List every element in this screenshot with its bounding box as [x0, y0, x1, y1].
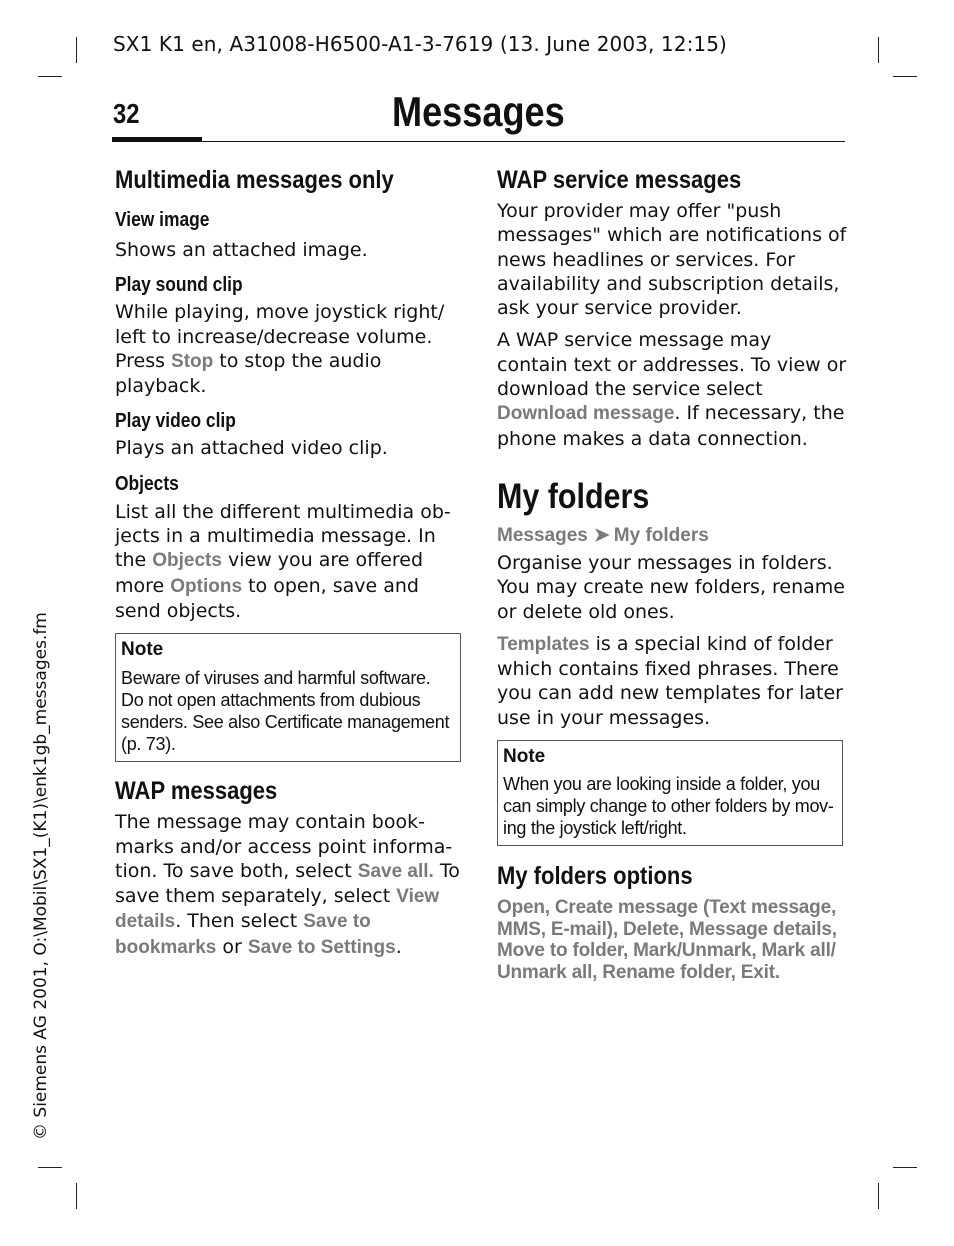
section-text: Templates is a special kind of folder which contains fixed phrases. There you can add new templates for later use in your messages.	[497, 632, 843, 729]
item-title: Play video clip	[115, 410, 236, 433]
keyword: Save to Settings	[247, 936, 396, 958]
crop-mark	[76, 37, 77, 63]
keyword: View details	[115, 886, 440, 933]
note-body: When you are looking inside a folder, you can simply change to other folders by moving the joystick left/right.	[503, 774, 834, 839]
note-title: Note	[121, 639, 164, 661]
crop-mark	[76, 1183, 77, 1209]
crop-mark	[893, 76, 917, 77]
sidebar-copyright: © Siemens AG 2001, O:\Mobil\SX1_(K1)\enk1gb_messages.fm	[31, 612, 51, 1140]
item-title: Objects	[115, 472, 179, 495]
breadcrumb-item: My folders	[613, 524, 709, 546]
note-box	[497, 740, 843, 846]
item-text: Plays an attached video clip.	[115, 437, 388, 460]
breadcrumb	[497, 523, 847, 549]
item-text: Shows an attached image.	[115, 239, 368, 261]
item-title: Play sound clip	[115, 274, 243, 297]
keyword: Save all.	[357, 860, 434, 882]
page-title: Messages	[392, 88, 565, 135]
item-title: View image	[115, 209, 210, 231]
crop-mark	[38, 76, 62, 77]
breadcrumb-item: Messages	[497, 524, 588, 546]
section-heading: Multimedia messages only	[115, 166, 394, 194]
section-heading: My folders	[497, 476, 650, 516]
page-number-bar	[112, 137, 202, 142]
section-heading: WAP service messages	[497, 166, 742, 194]
item-text: While playing, move joystick right/ left to increase/decrease volume. Press Stop to stop the audio playback.	[115, 301, 445, 398]
section-text: Your provider may offer "push messages" which are notifications of news headlines or services. For availability and subscription details, ask your service provider.	[497, 200, 847, 320]
keyword: Download message	[497, 403, 675, 425]
crop-mark	[893, 1167, 917, 1168]
section-text: The message may contain bookmarks and/or access point information. To save both, select Save all. To save them separately, select View details. Then select Save to bookmarks or Save to Settings.	[115, 811, 460, 958]
section-heading: WAP messages	[115, 777, 278, 806]
arrow-right-icon: ➤	[593, 524, 610, 546]
right-column	[497, 164, 847, 983]
keyword: Objects	[152, 550, 222, 572]
keyword: Templates	[497, 633, 590, 655]
crop-mark	[38, 1167, 62, 1168]
note-box	[115, 633, 461, 762]
note-body: Beware of viruses and harmful software. Do not open attachments from dubious senders. See also Certificate management (p. 73).	[121, 668, 450, 755]
keyword: Save to bookmarks	[115, 911, 371, 958]
section-text: A WAP service message may contain text or addresses. To view or download the service select Download message. If necessary, the phone makes a data connection.	[497, 329, 847, 450]
crop-mark	[878, 1183, 879, 1209]
section-heading: My folders options	[497, 862, 693, 891]
document-info: SX1 K1 en, A31008-H6500-A1-3-7619 (13. June 2003, 12:15)	[113, 32, 727, 56]
keyword: Options	[170, 575, 243, 597]
page-number: 32	[113, 98, 140, 129]
crop-mark	[878, 37, 879, 63]
header-rule	[202, 141, 845, 142]
section-text: Organise your messages in folders. You may create new folders, rename or delete old ones.	[497, 551, 845, 623]
note-title: Note	[503, 746, 546, 768]
keyword: Stop	[171, 350, 214, 372]
item-text: List all the different multimedia objects in a multimedia message. In the Objects view you are offered more Options to open, save and send objects.	[115, 500, 451, 622]
options-list: Open, Create message (Text message, MMS, E-mail), Delete, Message details, Move to folder, Mark/Unmark, Mark all/ Unmark all, Rename folder, Exit.	[497, 897, 837, 983]
left-column	[115, 164, 465, 960]
